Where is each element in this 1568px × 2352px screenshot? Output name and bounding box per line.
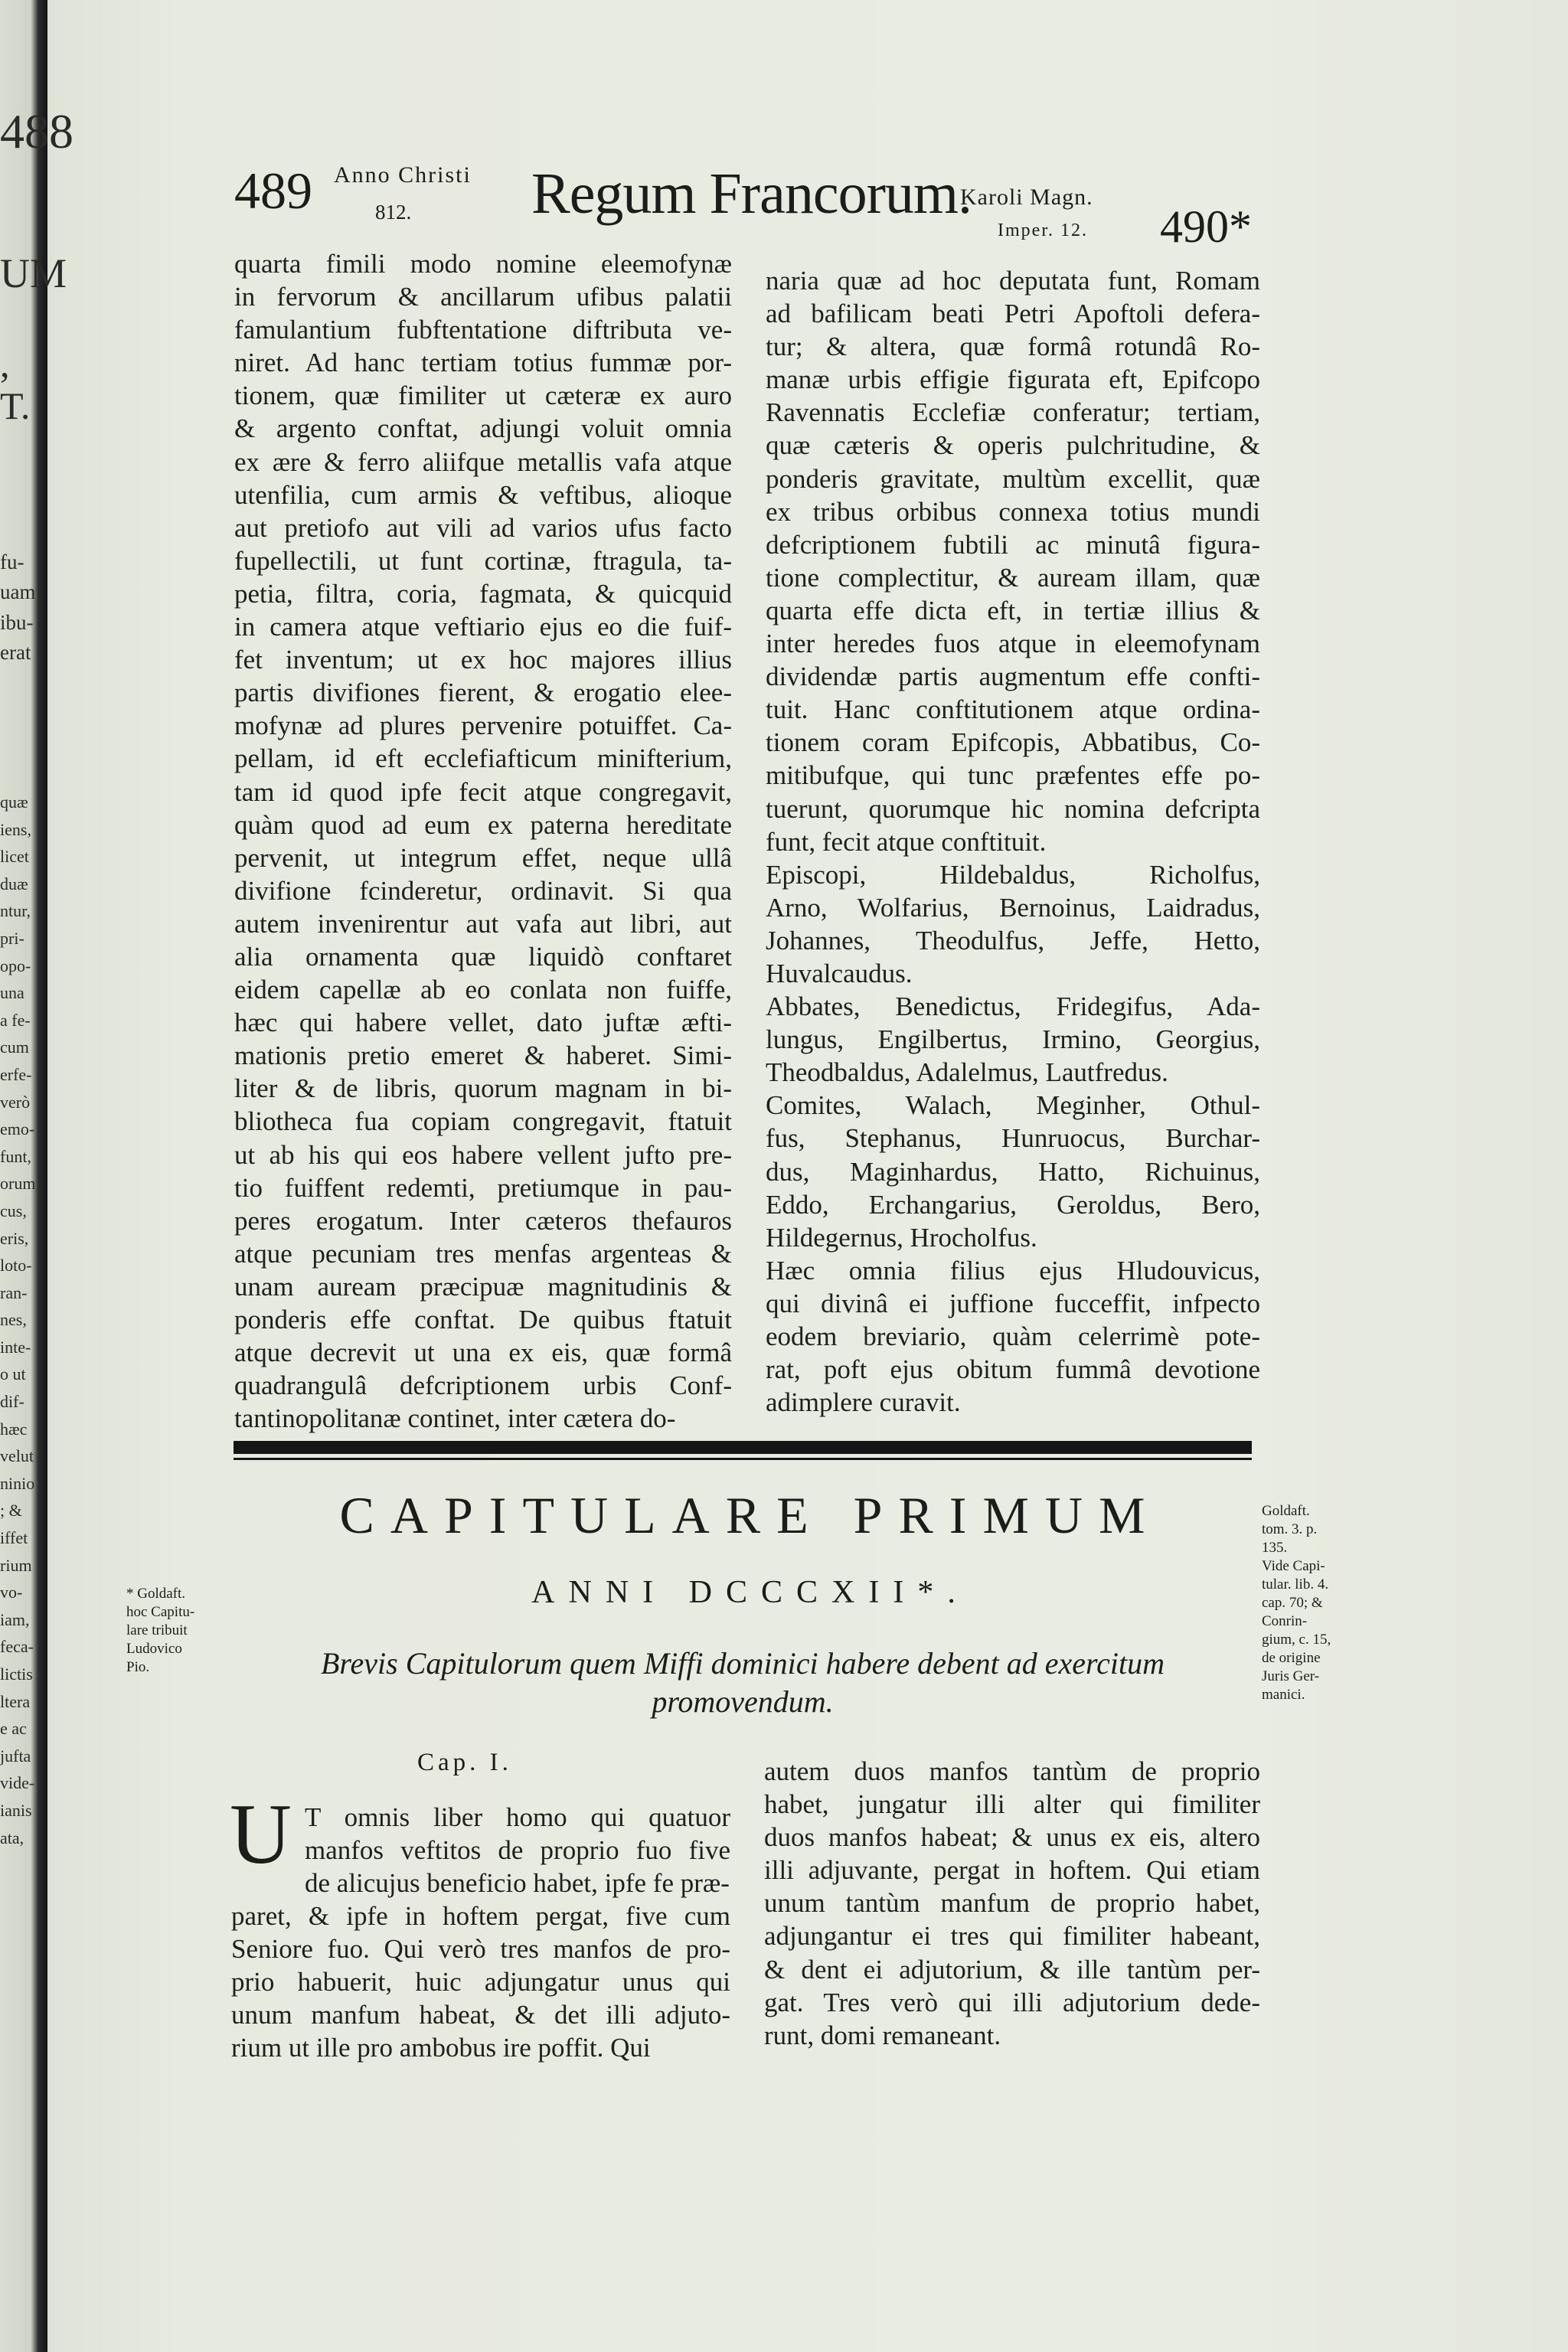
text-line: autem duos manfos tantùm de proprio <box>764 1756 1260 1786</box>
left-page-fragments-a <box>0 547 44 668</box>
text-line: in fervorum & ancillarum ufibus palatii <box>234 282 732 312</box>
text-line: adjungantur ei tres qui fimiliter habeant, <box>764 1921 1260 1952</box>
fragment-line: tular. lib. 4. <box>1262 1576 1329 1592</box>
fragment-line: cus, <box>0 1200 27 1220</box>
text-line: partis divifiones fierent, & erogatio elee- <box>234 678 732 708</box>
fragment-line: iam, <box>0 1609 30 1629</box>
margin-note-right <box>1262 1502 1377 1704</box>
fragment-line: a fe- <box>0 1010 31 1030</box>
fragment-line: 135. <box>1262 1540 1288 1556</box>
fragment-line: verò <box>0 1092 31 1112</box>
fragment-line: iffet <box>0 1528 28 1548</box>
text-line: & dent ei adjutorium, & ille tantùm per- <box>764 1954 1260 1984</box>
text-column-right <box>766 264 1260 1419</box>
fragment-line: Vide Capi- <box>1262 1558 1325 1574</box>
fragment-line: loto- <box>0 1256 32 1276</box>
text-line: & argento conftat, adjungi voluit omnia <box>234 413 732 444</box>
fragment-line: cum <box>0 1037 29 1057</box>
left-page-comma: , <box>0 342 10 385</box>
capitulare-year: ANNI DCCCXII*. <box>531 1575 969 1610</box>
fragment-line: quæ <box>0 792 28 812</box>
text-line: Johannes, Theodulfus, Jeffe, Hetto, <box>766 925 1260 956</box>
text-line: Arno, Wolfarius, Bernoinus, Laidradus, <box>766 892 1260 923</box>
fragment-line: nes, <box>0 1310 27 1330</box>
fragment-line: o ut <box>0 1364 26 1384</box>
text-line: tam id quod ipfe fecit atque congregavit, <box>234 776 732 807</box>
text-line: tionem, quæ fimiliter ut cæteræ ex auro <box>234 381 732 411</box>
text-line: inter heredes fuos atque in eleemofynam <box>766 629 1260 659</box>
text-line: ut ab his qui eos habere vellent jufto pre- <box>234 1139 732 1170</box>
text-line: duos manfos habeat; & unus ex eis, altero <box>764 1822 1260 1853</box>
fragment-line: erfe- <box>0 1064 32 1084</box>
text-line: Hæc omnia filius ejus Hludouvicus, <box>766 1255 1260 1285</box>
fragment-line: inte- <box>0 1337 31 1357</box>
text-column-left <box>234 247 732 1435</box>
text-line: ponderis effe conftat. De quibus ftatuit <box>234 1305 732 1334</box>
text-line: fet inventum; ut ex hoc majores illius <box>234 645 732 675</box>
text-line: unum manfum habeat, & det illi adjuto- <box>231 2000 730 2030</box>
fragment-line: duæ <box>0 874 28 893</box>
text-line: tantinopolitanæ continet, inter cætera do- <box>234 1403 676 1434</box>
text-line: mationis pretio emeret & haberet. Simi- <box>234 1040 732 1071</box>
section-rule <box>234 1441 1252 1454</box>
text-line: ex tribus orbibus connexa totius mundi <box>766 496 1260 527</box>
fragment-line: Ludovico <box>126 1641 182 1657</box>
text-line: unam auream præcipuæ magnitudinis & <box>234 1271 732 1302</box>
text-line: tio fuiffent redemti, pretiumque in pau- <box>234 1172 732 1203</box>
text-line: tur; & altera, quæ formâ rotundâ Ro- <box>766 332 1260 362</box>
fragment-line: ianis <box>0 1800 32 1820</box>
text-line: prio habuerit, huic adjungatur unus qui <box>231 1967 730 1998</box>
fragment-line: jufta <box>0 1746 31 1766</box>
left-page-fragments-b <box>0 789 44 1851</box>
text-line: Comites, Walach, Meginher, Othul- <box>766 1090 1260 1121</box>
text-line: bliotheca fua copiam congregavit, ftatuit <box>234 1106 732 1137</box>
fragment-line: e ac <box>0 1719 27 1739</box>
karoli-magn: Karoli Magn. <box>960 185 1093 210</box>
text-line: manæ urbis effigie figurata eft, Epifcopo <box>766 364 1260 395</box>
fragment-line: pri- <box>0 928 24 948</box>
text-line: hæc qui habere vellet, dato juftæ æfti- <box>234 1008 732 1038</box>
running-title: Regum Francorum. <box>531 162 972 226</box>
drop-cap: U <box>230 1787 292 1882</box>
fragment-line: fu- <box>0 550 24 573</box>
chapter-text-left <box>231 1900 730 2064</box>
text-line: quarta fimili modo nomine eleemofynæ <box>234 249 732 279</box>
text-line: autem invenirentur aut vafa aut libri, aut <box>234 908 732 939</box>
text-line: mitibufque, qui tunc præfentes effe po- <box>766 760 1260 791</box>
text-line: fupellectili, ut funt cortinæ, ftragula, ta- <box>234 545 732 576</box>
text-line: mofynæ ad plures pervenire potuiffet. Ca- <box>234 710 732 741</box>
left-page-number: 488 <box>0 104 74 158</box>
anno-christi: Anno Christi <box>334 162 472 188</box>
text-line: Abbates, Benedictus, Fridegifus, Ada- <box>766 991 1260 1022</box>
fragment-line: * Goldaft. <box>126 1586 186 1602</box>
text-line: Theodbaldus, Adalelmus, Lautfredus. <box>766 1057 1168 1088</box>
page-number-left: 489 <box>234 162 312 220</box>
text-line: illi adjuvante, pergat in hoftem. Qui etiam <box>764 1855 1260 1886</box>
fragment-line: lare tribuit <box>126 1622 188 1638</box>
text-line: lungus, Engilbertus, Irmino, Georgius, <box>766 1024 1260 1055</box>
text-line: dividendæ partis augmentum effe confti- <box>766 662 1260 692</box>
text-line: Seniore fuo. Qui verò tres manfos de pro- <box>231 1934 730 1965</box>
text-line: rium ut ille pro ambobus ire poffit. Qui <box>231 2033 651 2063</box>
text-line: liter & de libris, quorum magnam in bi- <box>234 1073 732 1104</box>
anno-year: 812. <box>375 201 412 224</box>
text-line: tionem coram Epifcopis, Abbatibus, Co- <box>766 727 1260 758</box>
text-line: rat, poft ejus obitum fummâ devotione <box>766 1354 1260 1385</box>
text-line: habet, jungatur illi alter qui fimiliter <box>764 1789 1260 1820</box>
fragment-line: gium, c. 15, <box>1262 1632 1331 1648</box>
left-page-header-fragment: UM <box>0 250 67 296</box>
chapter-heading: Cap. I. <box>417 1749 512 1776</box>
capitulare-title: CAPITULARE PRIMUM <box>339 1486 1161 1544</box>
text-line: adimplere curavit. <box>766 1387 961 1418</box>
fragment-line: ltera <box>0 1691 31 1711</box>
fragment-line: una <box>0 983 24 1003</box>
text-line: aut pretiofo aut vili ad varios ufus facto <box>234 512 732 543</box>
fragment-line: de origine <box>1262 1650 1321 1666</box>
text-line: quæ cæteris & operis pulchritudine, & <box>766 430 1260 461</box>
capitulare-subtitle: Brevis Capitulorum quem Miffi dominici habere debent ad exercitum promovendum. <box>321 1646 1165 1719</box>
text-line: Episcopi, Hildebaldus, Richolfus, <box>766 859 1260 890</box>
text-line: quarta effe dicta eft, in tertiæ illius & <box>766 595 1260 626</box>
text-line: tione complectitur, & auream illam, quæ <box>766 562 1260 593</box>
fragment-line: feca- <box>0 1637 34 1657</box>
fragment-line: ata, <box>0 1828 24 1847</box>
fragment-line: ninio <box>0 1473 35 1493</box>
text-line: dus, Maginhardus, Hatto, Richuinus, <box>766 1156 1260 1187</box>
text-line: ponderis gravitate, multùm excellit, quæ <box>766 463 1260 494</box>
text-line: T omnis liber homo qui quatuor <box>305 1802 730 1832</box>
fragment-line: rium <box>0 1555 32 1575</box>
fragment-line: erat <box>0 641 31 665</box>
fragment-line: Conrin- <box>1262 1613 1308 1629</box>
text-line: petia, filtra, coria, fagmata, & quicquid <box>234 578 732 609</box>
fragment-line: Goldaft. <box>1262 1503 1310 1519</box>
fragment-line: licet <box>0 847 29 867</box>
imper-year: Imper. 12. <box>998 220 1088 240</box>
fragment-line: ibu- <box>0 610 34 634</box>
margin-note-left <box>126 1585 234 1677</box>
text-line: ad bafilicam beati Petri Apoftoli defera- <box>766 299 1260 329</box>
text-line: gat. Tres verò qui illi adjutorium dede- <box>764 1987 1260 2017</box>
fragment-line: hoc Capitu- <box>126 1604 195 1620</box>
fragment-line: uam <box>0 580 36 604</box>
text-line: eidem capellæ ab eo conlata non fuiffe, <box>234 975 732 1005</box>
fragment-line: ran- <box>0 1282 28 1302</box>
chapter-text-top <box>305 1801 730 1900</box>
text-line: naria quæ ad hoc deputata funt, Romam <box>766 266 1260 296</box>
text-line: Eddo, Erchangarius, Geroldus, Bero, <box>766 1189 1260 1220</box>
left-page-t: T. <box>0 384 31 427</box>
fragment-line: ntur, <box>0 901 31 921</box>
fragment-line: emo- <box>0 1119 35 1139</box>
text-line: manfos veftitos de proprio fuo five <box>305 1835 730 1866</box>
text-line: tuerunt, quorumque hic nomina defcripta <box>766 793 1260 824</box>
fragment-line: velut <box>0 1446 34 1466</box>
text-line: pervenit, ut integrum effet, neque ullâ <box>234 842 732 873</box>
text-line: Huvalcaudus. <box>766 958 913 988</box>
text-line: de alicujus beneficio habet, ipfe fe præ- <box>305 1868 730 1899</box>
fragment-line: hæc <box>0 1419 28 1439</box>
text-line: runt, domi remaneant. <box>764 2020 1001 2050</box>
text-line: divifione fcinderetur, ordinavit. Si qua <box>234 875 732 906</box>
fragment-line: Juris Ger- <box>1262 1668 1320 1684</box>
page-number-right: 490* <box>1160 201 1252 252</box>
text-line: defcriptionem fubtili ac minutâ figura- <box>766 529 1260 560</box>
text-line: qui divinâ ei juffione fucceffit, infpecto <box>766 1288 1260 1318</box>
text-line: peres erogatum. Inter cæteros thefauros <box>234 1205 732 1236</box>
text-line: atque pecuniam tres menfas argenteas & <box>234 1238 732 1269</box>
fragment-line: lictis <box>0 1664 33 1684</box>
text-line: Hildegernus, Hrocholfus. <box>766 1222 1037 1253</box>
text-line: tuit. Hanc conftitutionem atque ordina- <box>766 694 1260 725</box>
text-line: funt, fecit atque conftituit. <box>766 826 1047 857</box>
fragment-line: eris, <box>0 1228 29 1248</box>
fragment-line: vo- <box>0 1583 23 1602</box>
text-line: alia ornamenta quæ liquidò conftaret <box>234 941 732 972</box>
fragment-line: cap. 70; & <box>1262 1595 1323 1611</box>
fragment-line: ; & <box>0 1501 22 1521</box>
fragment-line: funt, <box>0 1146 31 1166</box>
fragment-line: dif- <box>0 1392 24 1412</box>
text-line: Ravennatis Ecclefiæ conferatur; tertiam, <box>766 397 1260 428</box>
fragment-line: Pio. <box>126 1659 150 1675</box>
text-line: quàm quod ad eum ex paterna hereditate <box>234 809 732 840</box>
fragment-line: vide- <box>0 1773 35 1793</box>
text-line: famulantium fubftentatione diftributa ve- <box>234 315 732 345</box>
text-line: fus, Stephanus, Hunruocus, Burchar- <box>766 1123 1260 1154</box>
text-line: atque decrevit ut una ex eis, quæ formâ <box>234 1338 732 1368</box>
text-line: paret, & ipfe in hoftem pergat, five cum <box>231 1901 730 1931</box>
text-line: unum tantùm manfum de proprio habet, <box>764 1888 1260 1919</box>
fragment-line: orum <box>0 1174 36 1194</box>
fragment-line: manici. <box>1262 1687 1305 1703</box>
text-line: pellam, id eft ecclefiafticum minifterium, <box>234 743 732 774</box>
text-line: in camera atque veftiario ejus eo die fuif- <box>234 612 732 642</box>
text-line: ex ære & ferro aliifque metallis vafa atque <box>234 446 732 477</box>
fragment-line: tom. 3. p. <box>1262 1521 1318 1537</box>
text-line: utenfilia, cum armis & veftibus, alioque <box>234 479 732 510</box>
text-line: quadrangulâ defcriptionem urbis Conf- <box>234 1370 732 1401</box>
chapter-text-right <box>764 1755 1260 2052</box>
fragment-line: iens, <box>0 819 31 839</box>
text-line: eodem breviario, quàm celerrimè pote- <box>766 1321 1260 1351</box>
text-line: niret. Ad hanc tertiam totius fummæ por- <box>234 348 732 378</box>
fragment-line: opo- <box>0 956 31 975</box>
